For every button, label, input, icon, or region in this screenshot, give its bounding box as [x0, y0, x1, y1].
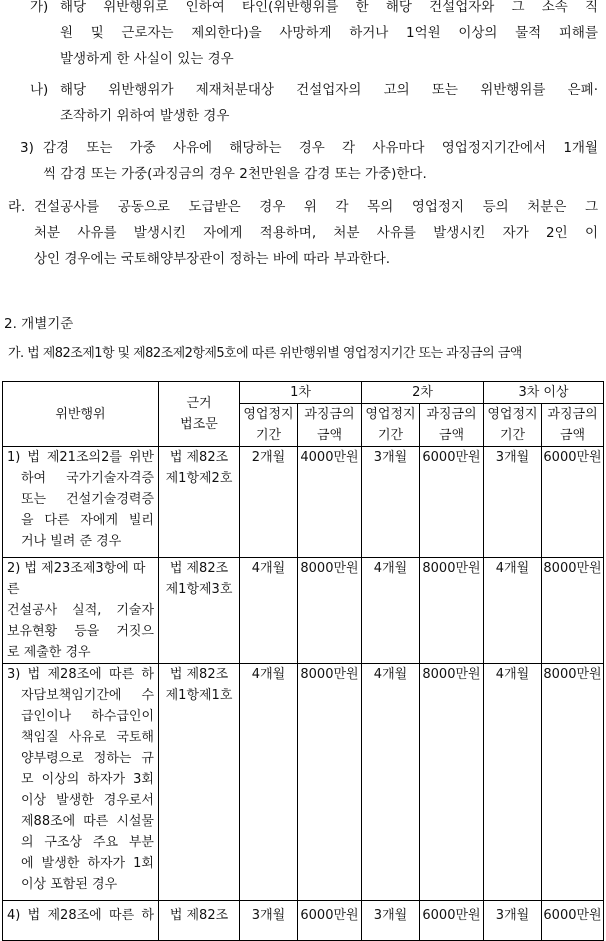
item-ra-line-1: 건설공사를 공동으로 도급받은 경우 위 각 목의 영업정지 등의 처분은 그	[34, 199, 598, 215]
item-ga-line-1: 해당 위반행위로 인하여 타인(위반행위를 한 해당 건설업자와 그 소속 직	[60, 0, 598, 15]
basis-line: 법 제82조	[169, 667, 229, 682]
header-suspension-line-1: 영업정지	[243, 407, 294, 422]
header-round-1: 1차	[240, 382, 362, 404]
value: 6000만원	[543, 450, 602, 465]
item-ga-line-2: 원 및 근로자는 제외한다)을 사망하게 하거나 1억원 이상의 물적 피해를	[60, 25, 598, 41]
basis-line: 제1항제1호	[165, 688, 233, 703]
violation-cell	[3, 558, 159, 664]
value: 6000만원	[422, 908, 481, 923]
violation-line: 이상 포함된 경우	[21, 877, 118, 892]
violation-cell	[3, 901, 159, 941]
violation-cell	[3, 664, 159, 901]
violation-line: 모 이상의 하자가 3회	[21, 772, 154, 787]
header-suspension-line-2: 기간	[499, 428, 526, 443]
violation-line: 양부령으로 정하는 규	[21, 751, 154, 766]
violation-line: 이상 발생한 경우로서	[21, 793, 154, 808]
header-fine-line-1: 과징금의	[547, 407, 598, 422]
item-ra-line-3: 상인 경우에는 국토해양부장관이 정하는 바에 따라 부과한다.	[34, 251, 391, 267]
fine-r1-cell	[298, 447, 362, 558]
value: 4개월	[251, 667, 286, 682]
item-3-line-2: 씩 감경 또는 가중(과징금의 경우 2천만원을 감경 또는 가중)한다.	[43, 166, 427, 182]
violation-line: 자담보책임기간에 수	[21, 688, 154, 703]
basis-cell	[159, 447, 240, 558]
violation-line: 로 제출한 경우	[7, 645, 91, 660]
header-suspension-r1	[240, 404, 298, 447]
header-fine-r1	[298, 404, 362, 447]
violation-line: 책임질 사유로 국토해	[21, 730, 154, 745]
penalty-table	[2, 381, 604, 941]
header-fine-r2	[420, 404, 484, 447]
header-violation: 위반행위	[3, 382, 159, 447]
header-basis-line-1: 근거	[186, 396, 212, 411]
header-fine-r3	[542, 404, 604, 447]
basis-line: 법 제82조	[169, 561, 229, 576]
violation-line: 1) 법 제21조의2를 위반	[7, 450, 154, 465]
header-fine-line-2: 금액	[559, 428, 586, 443]
value: 8000만원	[422, 667, 481, 682]
suspension-r3-cell	[484, 664, 542, 901]
fine-r2-cell	[420, 447, 484, 558]
item-na-line-2: 조작하기 위하여 발생한 경우	[60, 108, 230, 124]
value: 4000만원	[300, 450, 359, 465]
basis-cell	[159, 901, 240, 941]
header-suspension-line-1: 영업정지	[365, 407, 416, 422]
section-title: 2. 개별기준	[4, 316, 74, 332]
value: 4개월	[495, 667, 530, 682]
header-fine-line-1: 과징금의	[304, 407, 355, 422]
violation-line: 보유현황 등을 거짓으	[7, 624, 154, 639]
basis-line: 법 제82조	[169, 450, 229, 465]
fine-r2-cell	[420, 558, 484, 664]
basis-line: 제1항제2호	[165, 471, 233, 486]
fine-r3-cell	[542, 447, 604, 558]
value: 4개월	[495, 561, 530, 576]
violation-line: 또는 건설기술경력증	[21, 492, 154, 507]
item-ra-line-2: 처분 사유를 발생시킨 자에게 적용하며, 처분 사유를 발생시킨 자가 2인 이	[34, 225, 598, 241]
value: 4개월	[373, 561, 408, 576]
fine-r3-cell	[542, 901, 604, 941]
suspension-r3-cell	[484, 558, 542, 664]
suspension-r2-cell	[362, 664, 420, 901]
value: 3개월	[495, 450, 530, 465]
suspension-r3-cell	[484, 447, 542, 558]
suspension-r1-cell	[240, 558, 298, 664]
header-suspension-line-2: 기간	[377, 428, 404, 443]
fine-r1-cell	[298, 558, 362, 664]
item-3-marker: 3)	[20, 140, 34, 156]
value: 3개월	[251, 908, 286, 923]
violation-line: 2) 법 제23조제3항에 따른	[7, 561, 146, 597]
basis-cell	[159, 558, 240, 664]
value: 3개월	[373, 450, 408, 465]
suspension-r1-cell	[240, 447, 298, 558]
table-row	[3, 901, 604, 941]
suspension-r1-cell	[240, 901, 298, 941]
value: 6000만원	[543, 908, 602, 923]
value: 8000만원	[543, 667, 602, 682]
suspension-r3-cell	[484, 901, 542, 941]
item-na-marker: 나)	[30, 82, 49, 98]
suspension-r2-cell	[362, 447, 420, 558]
header-suspension-r2	[362, 404, 420, 447]
table-row	[3, 447, 604, 558]
header-fine-line-2: 금액	[438, 428, 465, 443]
value: 8000만원	[422, 561, 481, 576]
header-basis-line-2: 법조문	[180, 417, 218, 432]
violation-line: 하여 국가기술자격증	[21, 471, 154, 486]
value: 8000만원	[300, 667, 359, 682]
violation-line: 3) 법 제28조에 따른 하	[7, 667, 154, 682]
violation-line: 제88조에 따른 시설물	[21, 814, 154, 829]
basis-cell	[159, 664, 240, 901]
value: 8000만원	[543, 561, 602, 576]
table-row	[3, 664, 604, 901]
item-ra-marker: 라.	[8, 199, 26, 215]
header-suspension-line-1: 영업정지	[487, 407, 538, 422]
item-ga-line-3: 발생하게 한 사실이 있는 경우	[60, 51, 234, 67]
violation-cell	[3, 447, 159, 558]
suspension-r1-cell	[240, 664, 298, 901]
value: 6000만원	[300, 908, 359, 923]
fine-r3-cell	[542, 664, 604, 901]
header-round-2: 2차	[362, 382, 484, 404]
violation-line: 4) 법 제28조에 따른 하	[7, 908, 154, 923]
item-na-line-1: 해당 위반행위가 제재처분대상 건설업자의 고의 또는 위반행위를 은폐·	[60, 82, 598, 98]
fine-r1-cell	[298, 901, 362, 941]
value: 2개월	[251, 450, 286, 465]
value: 3개월	[373, 908, 408, 923]
value: 4개월	[251, 561, 286, 576]
violation-line: 의 구조상 주요 부분	[21, 835, 154, 850]
fine-r1-cell	[298, 664, 362, 901]
violation-line: 급인이나 하수급인이	[21, 709, 154, 724]
violation-line: 거나 빌려 준 경우	[21, 534, 122, 549]
header-suspension-r3	[484, 404, 542, 447]
fine-r3-cell	[542, 558, 604, 664]
basis-line: 법 제82조	[169, 908, 229, 923]
suspension-r2-cell	[362, 558, 420, 664]
fine-r2-cell	[420, 901, 484, 941]
table-row	[3, 558, 604, 664]
value: 6000만원	[422, 450, 481, 465]
item-3-line-1: 감경 또는 가중 사유에 해당하는 경우 각 사유마다 영업정지기간에서 1개월	[43, 140, 598, 156]
violation-line: 건설공사 실적, 기술자	[7, 603, 154, 618]
header-basis	[159, 382, 240, 447]
violation-line: 을 다른 자에게 빌리	[21, 513, 154, 528]
header-fine-line-1: 과징금의	[426, 407, 477, 422]
header-fine-line-2: 금액	[316, 428, 343, 443]
violation-line: 에 발생한 하자가 1회	[21, 856, 154, 871]
value: 3개월	[495, 908, 530, 923]
value: 4개월	[373, 667, 408, 682]
fine-r2-cell	[420, 664, 484, 901]
header-round-3: 3차 이상	[484, 382, 604, 404]
basis-line: 제1항제3호	[165, 582, 233, 597]
subsection-title: 가. 법 제82조제1항 및 제82조제2항제5호에 따른 위반행위별 영업정지기간 또는 과징금의 금액	[8, 346, 522, 361]
value: 8000만원	[300, 561, 359, 576]
item-ga-marker: 가)	[30, 0, 49, 15]
header-suspension-line-2: 기간	[255, 428, 282, 443]
suspension-r2-cell	[362, 901, 420, 941]
